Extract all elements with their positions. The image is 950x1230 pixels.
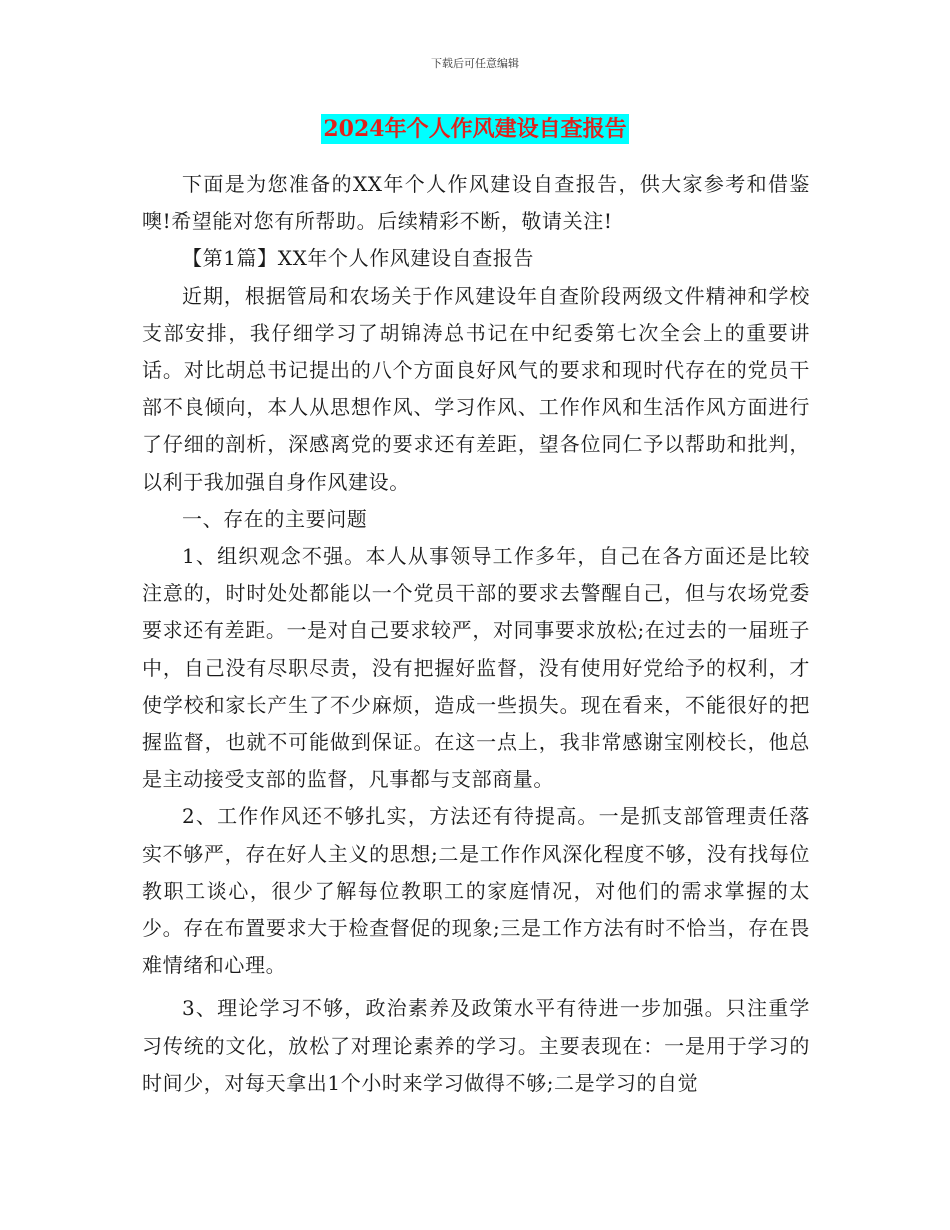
section-heading-part1: 【第1篇】XX年个人作风建设自查报告 [182,246,535,271]
body-paragraph: 3、理论学习不够，政治素养及政策水平有待进一步加强。只注重学习传统的文化，放松了对理论素养的学习。主要表现在：一是用于学习的时间少，对每天拿出1个小时来学习做得不够;二是学习的自觉 [142,996,810,1095]
body-paragraph: 近期，根据管局和农场关于作风建设年自查阶段两级文件精神和学校支部安排，我仔细学习了胡锦涛总书记在中纪委第七次全会上的重要讲话。对比胡总书记提出的八个方面良好风气的要求和现时代存在的党员干部不良倾向，本人从思想作风、学习作风、工作作风和生活作风方面进行了仔细的剖析，深感离党的要求还有差距，望各位同仁予以帮助和批判，以利于我加强自身作风建设。 [142,283,810,494]
body-paragraph: 2、工作作风还不够扎实，方法还有待提高。一是抓支部管理责任落实不够严，存在好人主义的思想;二是工作作风深化程度不够，没有找每位教职工谈心，很少了解每位教职工的家庭情况，对他们的需求掌握的太少。存在布置要求大于检查督促的现象;三是工作方法有时不恰当，存在畏难情绪和心理。 [142,804,810,978]
section-heading-problems: 一、存在的主要问题 [182,506,368,531]
document-body [142,166,810,1102]
body-paragraph: 1、组织观念不强。本人从事领导工作多年，自己在各方面还是比较注意的，时时处处都能以一个党员干部的要求去警醒自己，但与农场党委要求还有差距。一是对自己要求较严，对同事要求放松;在过去的一届班子中，自己没有尽职尽责，没有把握好监督，没有使用好党给予的权利，才使学校和家长产生了不少麻烦，造成一些损失。现在看来，不能很好的把握监督，也就不可能做到保证。在这一点上，我非常感谢宝刚校长，他总是主动接受支部的监督，凡事都与支部商量。 [142,544,810,792]
title-container [0,114,950,144]
header-note: 下载后可任意编辑 [431,57,519,70]
document-title: 2024年个人作风建设自查报告 [323,116,627,142]
intro-paragraph: 下面是为您准备的XX年个人作风建设自查报告，供大家参考和借鉴噢!希望能对您有所帮助。后续精彩不断，敬请关注! [142,172,810,234]
